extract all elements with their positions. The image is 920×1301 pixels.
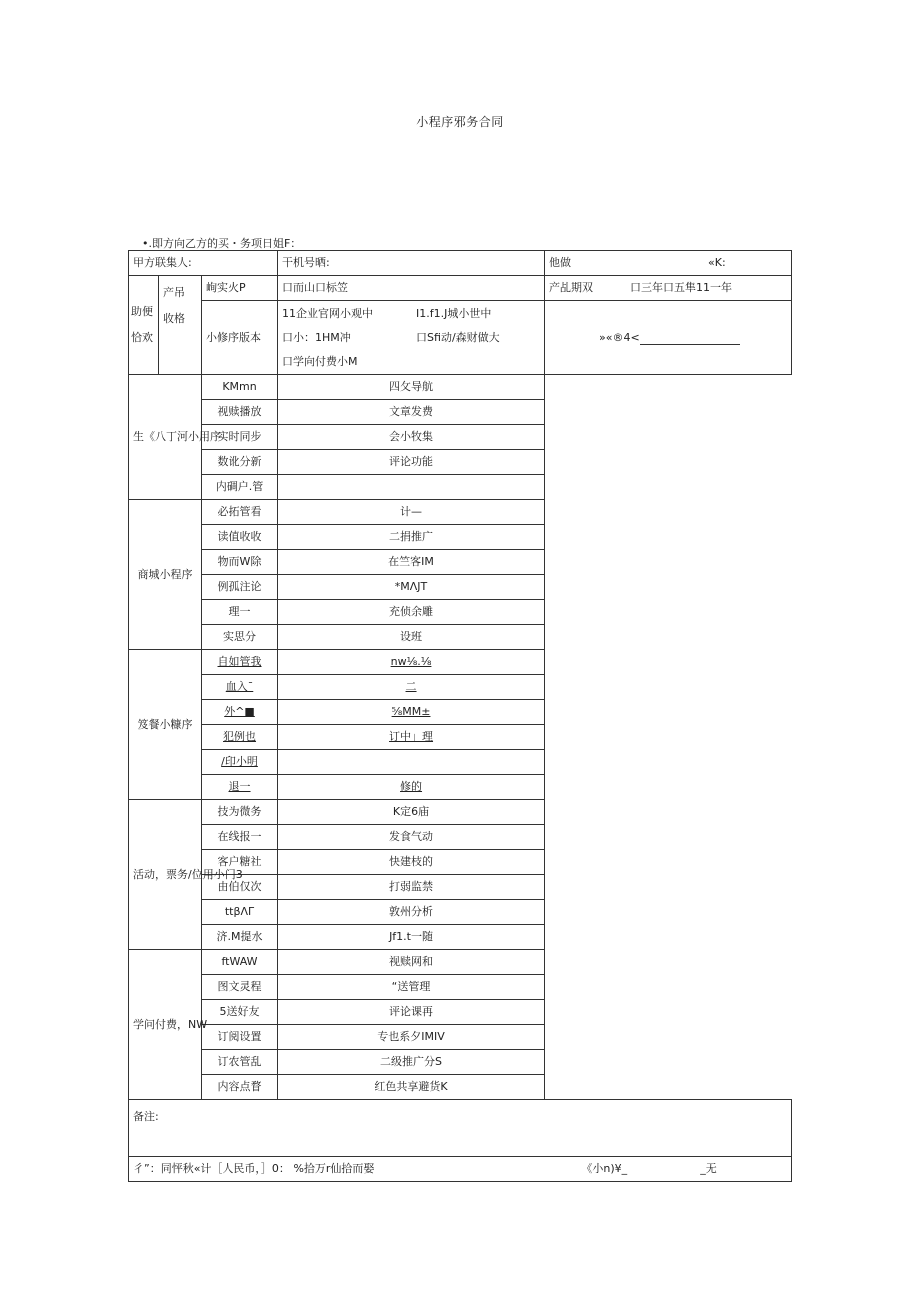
feature-row — [129, 425, 792, 450]
version-option-4: 口Sfi动/森财做大 — [416, 330, 500, 344]
fee-row — [129, 1157, 792, 1182]
feature-row — [129, 475, 792, 500]
row1-label: 峋实火P — [202, 276, 278, 301]
feature-row — [129, 1075, 792, 1100]
side-main-label-1: 助便 — [131, 305, 153, 318]
feature-left — [202, 750, 278, 775]
feature-text: 设班 — [400, 630, 423, 643]
feature-row — [129, 975, 792, 1000]
feature-text: 打弱监禁 — [389, 880, 434, 893]
feature-text: 红色共享避货K — [374, 1080, 448, 1093]
version-extra: »«®4< — [599, 330, 640, 344]
feature-left — [202, 600, 278, 625]
feature-right — [278, 425, 545, 450]
feature-text: 内碉户.管 — [215, 480, 264, 493]
group-name: 活动，票务/位用小门3 — [129, 800, 202, 950]
feature-text: 在线报一 — [217, 830, 262, 843]
feature-text: ttβΛΓ — [224, 905, 255, 918]
group-name: 商城小程序 — [129, 500, 202, 650]
product-side-label — [159, 276, 202, 375]
feature-text: 自如管我 — [217, 655, 262, 668]
feature-left — [202, 1025, 278, 1050]
notes-label: 备注: — [133, 1110, 159, 1123]
feature-right — [278, 850, 545, 875]
feature-right — [278, 600, 545, 625]
feature-right — [278, 775, 545, 800]
feature-text: 图文灵程 — [217, 980, 262, 993]
feature-text: 订农管乱 — [217, 1055, 262, 1068]
feature-row — [129, 400, 792, 425]
version-option-line-1 — [282, 302, 540, 326]
intro-line: •.即方向乙方的买・务项日姐F： — [142, 237, 302, 250]
feature-left — [202, 500, 278, 525]
product-side-label-1: 产吊 — [163, 286, 185, 299]
feature-text: 必拓管看 — [217, 505, 262, 518]
feature-left — [202, 625, 278, 650]
feature-text: 济.M提水 — [216, 930, 263, 943]
feature-left — [202, 1050, 278, 1075]
feature-right — [278, 400, 545, 425]
feature-left — [202, 675, 278, 700]
feature-text: 评论功能 — [389, 455, 434, 468]
feature-text: 实思分 — [223, 630, 257, 643]
feature-text: 会小牧集 — [389, 430, 434, 443]
feature-row — [129, 575, 792, 600]
feature-text: 实时同步 — [217, 430, 262, 443]
feature-text: 二 — [405, 680, 417, 693]
feature-text: 5送好友 — [219, 1005, 260, 1018]
feature-text: 专也系夕IMIV — [377, 1030, 445, 1043]
feature-text: 敦州分析 — [389, 905, 434, 918]
feature-left — [202, 775, 278, 800]
feature-right — [278, 575, 545, 600]
version-option-5: 口学向付费小M — [282, 354, 358, 368]
feature-row — [129, 725, 792, 750]
feature-row — [129, 450, 792, 475]
feature-text: 由伯仅次 — [217, 880, 262, 893]
feature-left — [202, 450, 278, 475]
feature-row — [129, 925, 792, 950]
k-label: «K: — [708, 256, 726, 269]
feature-text: 四攵导航 — [389, 380, 434, 393]
feature-text: 犯例也 — [223, 730, 257, 743]
feature-row — [129, 525, 792, 550]
feature-text: 例孤注论 — [217, 580, 262, 593]
feature-text: /印小明 — [221, 755, 258, 768]
feature-text: Jf1.t一随 — [389, 930, 433, 943]
feature-row — [129, 800, 792, 825]
feature-text: 快建枝的 — [389, 855, 434, 868]
service-form-table — [128, 250, 792, 1182]
product-side-label-2: 收格 — [163, 312, 185, 325]
notes-cell — [129, 1100, 792, 1157]
feature-text: ftWAW — [221, 955, 258, 968]
feature-left — [202, 700, 278, 725]
feature-text: 数讹分新 — [217, 455, 262, 468]
feature-right — [278, 550, 545, 575]
feature-text: 视赎播放 — [217, 405, 262, 418]
feature-text: 物而W除 — [217, 555, 262, 568]
feature-right — [278, 750, 545, 775]
feature-right — [278, 900, 545, 925]
feature-row — [129, 550, 792, 575]
feature-text: 发食气动 — [389, 830, 434, 843]
group-name: 学问付费，NW — [129, 950, 202, 1100]
product-row-2 — [129, 301, 792, 375]
feature-right — [278, 650, 545, 675]
feature-text: 计— — [400, 505, 423, 518]
feature-row — [129, 650, 792, 675]
side-main-label-2: 恰欢 — [131, 331, 153, 344]
feature-row — [129, 1000, 792, 1025]
feature-text: 修的 — [400, 780, 423, 793]
row1-period-cell — [545, 276, 792, 301]
feature-right — [278, 1000, 545, 1025]
feature-left — [202, 375, 278, 400]
feature-right — [278, 1075, 545, 1100]
feature-left — [202, 950, 278, 975]
feature-row — [129, 750, 792, 775]
fee-part-3: 《小n)¥_ — [581, 1162, 628, 1175]
feature-text: “送管理 — [391, 980, 431, 993]
other-label: 他做 — [549, 256, 572, 269]
feature-left — [202, 650, 278, 675]
feature-row — [129, 600, 792, 625]
feature-left — [202, 525, 278, 550]
phone-label: 干机号晒: — [278, 251, 545, 276]
feature-right — [278, 1050, 545, 1075]
version-option-2: I1.f1.J城小世中 — [416, 306, 492, 320]
version-option-line-3 — [282, 350, 540, 374]
feature-row — [129, 375, 792, 400]
feature-right — [278, 450, 545, 475]
feature-text: 二级推广分S — [380, 1055, 443, 1068]
feature-text: 在竺客IM — [388, 555, 434, 568]
feature-right — [278, 675, 545, 700]
feature-left — [202, 825, 278, 850]
version-option-line-2 — [282, 326, 540, 350]
feature-text: 血入¯ — [225, 680, 254, 693]
feature-left — [202, 550, 278, 575]
version-options — [278, 301, 545, 375]
feature-text: 评论课再 — [389, 1005, 434, 1018]
feature-row — [129, 700, 792, 725]
fee-part-1: 彳”：同怦秋«计［人民币，］0： — [133, 1162, 290, 1175]
fee-cell — [129, 1157, 792, 1182]
row1-value: 口而山口标笠 — [278, 276, 545, 301]
feature-row — [129, 1050, 792, 1075]
period-label: 产乩期双 — [549, 281, 594, 294]
feature-text: K定6庙 — [392, 805, 430, 818]
header-row — [129, 251, 792, 276]
feature-text: 读值收收 — [217, 530, 262, 543]
feature-text: 内容点瞀 — [217, 1080, 262, 1093]
feature-row — [129, 625, 792, 650]
feature-right — [278, 500, 545, 525]
feature-text: *MΛJT — [394, 580, 428, 593]
feature-text: 退一 — [228, 780, 251, 793]
feature-text: 充侦余雕 — [389, 605, 434, 618]
feature-text: 视赎网和 — [389, 955, 434, 968]
version-option-1: 11企业官网小观中 — [282, 306, 374, 320]
version-extra-cell — [545, 301, 792, 375]
contact-label: 甲方联集人: — [129, 251, 278, 276]
feature-row — [129, 775, 792, 800]
feature-right — [278, 925, 545, 950]
feature-row — [129, 675, 792, 700]
feature-left — [202, 900, 278, 925]
feature-right — [278, 800, 545, 825]
feature-left — [202, 575, 278, 600]
side-main-label — [129, 276, 159, 375]
feature-text: ⅝MM± — [391, 705, 431, 718]
period-value: 口三年口五隼11一年 — [630, 281, 733, 294]
feature-text: 订阅设置 — [217, 1030, 262, 1043]
feature-left — [202, 475, 278, 500]
feature-text: KMmn — [222, 380, 257, 393]
feature-text: 技为微务 — [217, 805, 262, 818]
feature-row — [129, 950, 792, 975]
feature-text: 订中」理 — [389, 730, 434, 743]
feature-right — [278, 625, 545, 650]
feature-right — [278, 375, 545, 400]
feature-row — [129, 1025, 792, 1050]
feature-text: 二捐推广 — [389, 530, 434, 543]
feature-text: 外^■ — [224, 705, 255, 718]
group-name: 笈餐小糠序 — [129, 650, 202, 800]
other-cell — [545, 251, 792, 276]
feature-left — [202, 1000, 278, 1025]
notes-row — [129, 1100, 792, 1157]
product-row-1 — [129, 276, 792, 301]
feature-right — [278, 975, 545, 1000]
version-extra-line — [640, 334, 740, 345]
feature-text: 客户糖社 — [217, 855, 262, 868]
feature-right — [278, 950, 545, 975]
group-name: 生《八丁河小用序 — [129, 375, 202, 500]
feature-right — [278, 875, 545, 900]
feature-row — [129, 900, 792, 925]
feature-text: 理一 — [228, 605, 251, 618]
feature-right — [278, 725, 545, 750]
feature-left — [202, 800, 278, 825]
feature-right — [278, 825, 545, 850]
version-option-3: 口小：1HM冲 — [282, 330, 351, 344]
feature-left — [202, 1075, 278, 1100]
feature-left — [202, 400, 278, 425]
feature-left — [202, 725, 278, 750]
feature-left — [202, 925, 278, 950]
feature-left — [202, 975, 278, 1000]
feature-row — [129, 825, 792, 850]
feature-row — [129, 500, 792, 525]
feature-right — [278, 700, 545, 725]
feature-text: 文章发费 — [389, 405, 434, 418]
document-title: 小程序邪务合同 — [416, 115, 504, 129]
fee-part-2: %拾万r仙拾而娶 — [293, 1162, 375, 1175]
feature-right — [278, 475, 545, 500]
feature-right — [278, 1025, 545, 1050]
feature-text: nw⅛.⅛ — [390, 655, 432, 668]
feature-right — [278, 525, 545, 550]
fee-part-4: _无 — [700, 1162, 717, 1175]
version-label: 小修序版本 — [202, 301, 278, 375]
